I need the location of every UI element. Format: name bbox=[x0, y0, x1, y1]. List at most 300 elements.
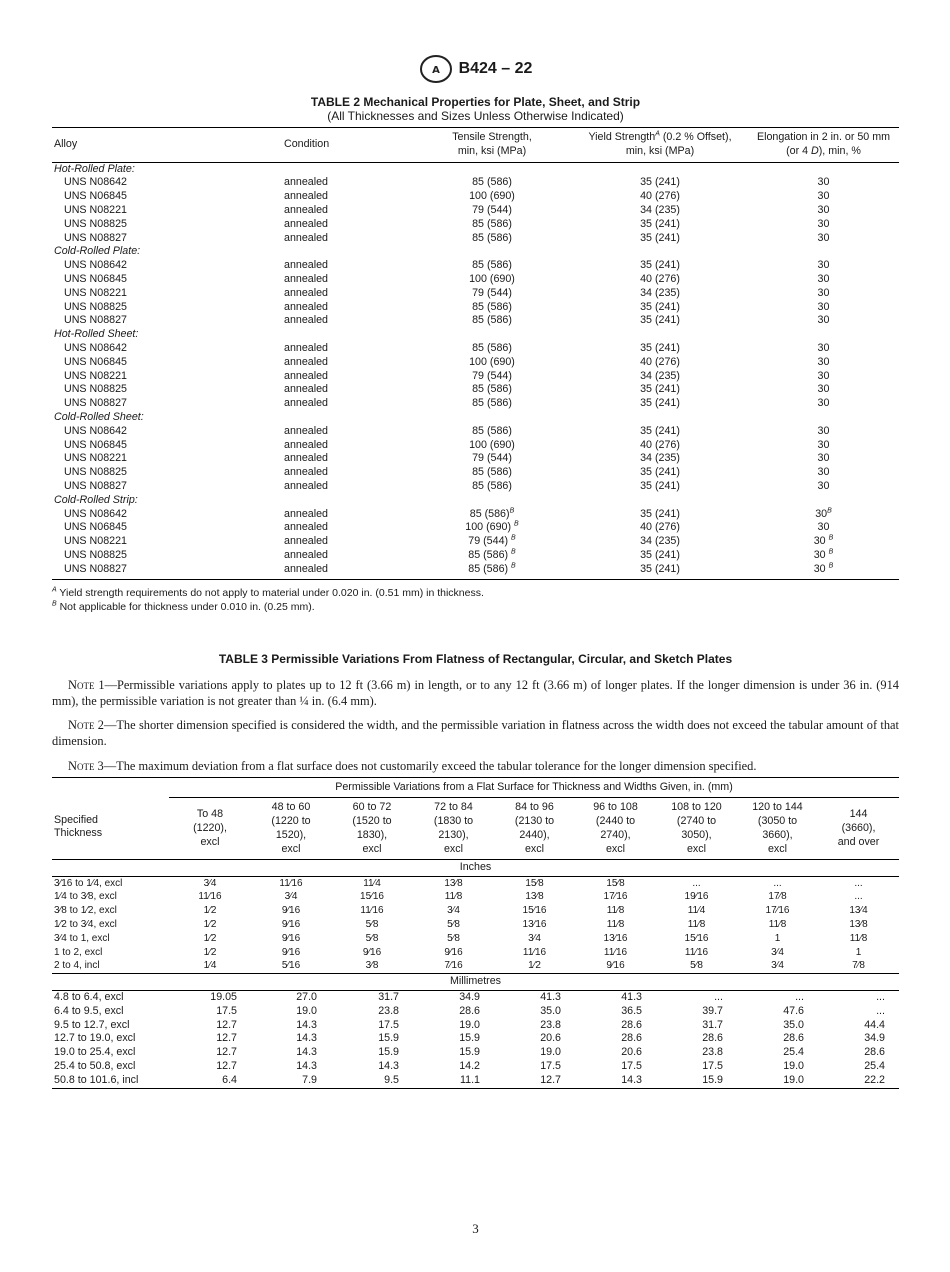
tensile-cell: 100 (690) bbox=[469, 272, 515, 285]
value-cell: ... bbox=[876, 1004, 885, 1017]
table-row bbox=[52, 314, 899, 328]
tensile-cell: 85 (586) bbox=[472, 479, 512, 492]
value-cell: 14.3 bbox=[378, 1059, 399, 1072]
alloy-cell: UNS N06845 bbox=[64, 521, 127, 534]
alloy-cell: UNS N06845 bbox=[64, 272, 127, 285]
value-cell: ... bbox=[795, 990, 804, 1003]
value-cell: 31.7 bbox=[378, 990, 399, 1003]
value-cell: 15.9 bbox=[378, 1046, 399, 1059]
alloy-cell: UNS N06845 bbox=[64, 438, 127, 451]
value-cell: 9⁄16 bbox=[606, 960, 625, 972]
alloy-cell: UNS N08827 bbox=[64, 231, 127, 244]
yield-cell: 35 (241) bbox=[640, 548, 680, 561]
condition-cell: annealed bbox=[284, 259, 328, 272]
alloy-cell: UNS N08827 bbox=[64, 314, 127, 327]
value-cell: 9⁄16 bbox=[362, 946, 382, 958]
tensile-cell: 79 (544) bbox=[472, 452, 512, 465]
yield-cell: 34 (235) bbox=[640, 535, 680, 548]
value-cell: 19.0 bbox=[783, 1059, 804, 1072]
value-cell: 19.0 bbox=[737, 1074, 818, 1088]
value-cell: 12.7 bbox=[216, 1032, 237, 1045]
elongation-cell: 30 bbox=[817, 203, 830, 216]
elongation-cell: 30 bbox=[817, 190, 830, 203]
col-header-yield: Yield Strength$^A$ (0.2 % Offset), min, ksi (MPa) bbox=[572, 128, 748, 163]
page-number: 3 bbox=[472, 1221, 479, 1236]
condition-cell: annealed bbox=[284, 452, 328, 465]
table-row bbox=[52, 301, 899, 315]
table-row bbox=[52, 204, 899, 218]
value-cell: 13⁄16 bbox=[522, 918, 547, 930]
value-cell: 20.6 bbox=[621, 1046, 642, 1059]
elongation-cell: 30 bbox=[817, 259, 830, 272]
value-cell: 13⁄8 bbox=[444, 877, 463, 889]
value-cell: 31.7 bbox=[702, 1018, 723, 1031]
yield-cell: 35 (241) bbox=[640, 231, 680, 244]
thickness-cell: 19.0 to 25.4, excl bbox=[54, 1046, 136, 1059]
value-cell: 19.05 bbox=[210, 990, 237, 1003]
value-cell: 11.1 bbox=[413, 1074, 494, 1088]
value-cell: 39.7 bbox=[702, 1004, 723, 1017]
value-cell: 5⁄8 bbox=[447, 932, 460, 944]
value-cell: 14.3 bbox=[296, 1046, 317, 1059]
table-row bbox=[52, 480, 899, 494]
yield-cell: 40 (276) bbox=[640, 438, 680, 451]
table-row bbox=[52, 452, 899, 466]
table-row bbox=[52, 218, 899, 232]
value-cell: 5⁄8 bbox=[690, 960, 703, 972]
value-cell: 23.8 bbox=[378, 1004, 399, 1017]
tensile-cell: 85 (586) bbox=[472, 424, 512, 437]
table-row bbox=[52, 232, 899, 246]
col-header: 96 to 108 (2440 to 2740), excl bbox=[575, 797, 656, 859]
tensile-cell: 100 (690) $^B$ bbox=[465, 520, 519, 534]
yield-cell: 35 (241) bbox=[640, 217, 680, 230]
elongation-cell: 30 bbox=[817, 521, 830, 534]
yield-cell: 35 (241) bbox=[640, 424, 680, 437]
elongation-cell: 30 bbox=[817, 369, 830, 382]
table2-title: TABLE 2 Mechanical Properties for Plate, Sheet, and Strip bbox=[310, 95, 641, 109]
yield-cell: 35 (241) bbox=[640, 397, 680, 410]
condition-cell: annealed bbox=[284, 479, 328, 492]
value-cell: 12.7 bbox=[216, 1046, 237, 1059]
note-3: Note 3—The maximum deviation from a flat surface does not customarily exceed the tabular tolerance for the longer dimension specified. bbox=[68, 759, 757, 773]
astm-logo-icon bbox=[419, 54, 453, 84]
alloy-cell: UNS N08825 bbox=[64, 300, 127, 313]
value-cell: 15⁄8 bbox=[606, 877, 625, 889]
yield-cell: 35 (241) bbox=[572, 563, 748, 579]
value-cell: 11⁄16 bbox=[522, 946, 547, 958]
table-row bbox=[52, 535, 899, 549]
yield-cell: 34 (235) bbox=[640, 452, 680, 465]
table-row bbox=[52, 549, 899, 563]
table-row bbox=[52, 176, 899, 190]
group-row bbox=[52, 411, 899, 425]
value-cell: 7.9 bbox=[251, 1074, 331, 1088]
thickness-cell: 3⁄8 to 1⁄2, excl bbox=[54, 905, 117, 917]
elongation-cell: 30 $^B$ bbox=[813, 548, 834, 561]
value-cell: 11⁄4 bbox=[687, 905, 706, 917]
col-header: 60 to 72 (1520 to 1830), excl bbox=[331, 797, 413, 859]
thickness-cell: 3⁄16 to 1⁄4, excl bbox=[54, 877, 123, 889]
table-row bbox=[52, 990, 899, 1004]
value-cell: 15⁄16 bbox=[684, 932, 709, 944]
value-cell: 15.9 bbox=[459, 1032, 480, 1045]
yield-cell: 40 (276) bbox=[640, 355, 680, 368]
value-cell: 1⁄2 bbox=[203, 932, 217, 944]
value-cell: 17⁄16 bbox=[765, 905, 790, 917]
value-cell: 1⁄4 bbox=[203, 960, 217, 972]
table-row bbox=[52, 959, 899, 973]
condition-cell: annealed bbox=[284, 217, 328, 230]
col-header-tensile: Tensile Strength, min, ksi (MPa) bbox=[412, 128, 572, 163]
value-cell: 34.9 bbox=[864, 1032, 885, 1045]
value-cell: 28.6 bbox=[864, 1046, 885, 1059]
value-cell: 15.9 bbox=[378, 1032, 399, 1045]
table-row bbox=[52, 1019, 899, 1033]
yield-cell: 35 (241) bbox=[640, 479, 680, 492]
alloy-cell: UNS N08221 bbox=[64, 369, 127, 382]
yield-cell: 35 (241) bbox=[640, 314, 680, 327]
table-row bbox=[52, 1005, 899, 1019]
span-header: Permissible Variations from a Flat Surface for Thickness and Widths Given, in. (mm) bbox=[169, 778, 899, 798]
value-cell: 13⁄4 bbox=[849, 905, 868, 917]
alloy-cell: UNS N08642 bbox=[64, 341, 127, 354]
value-cell: 11⁄8 bbox=[606, 918, 625, 930]
tensile-cell: 85 (586) bbox=[472, 231, 512, 244]
condition-cell: annealed bbox=[284, 383, 328, 396]
column-header-row bbox=[52, 797, 899, 859]
value-cell: 7⁄16 bbox=[444, 960, 463, 972]
elongation-cell: 30 bbox=[817, 231, 830, 244]
tensile-cell: 85 (586) $^B$ bbox=[412, 563, 572, 579]
value-cell: 17.5 bbox=[702, 1059, 723, 1072]
value-cell: 17.5 bbox=[378, 1018, 399, 1031]
value-cell: 1 bbox=[855, 946, 862, 958]
condition-cell: annealed bbox=[284, 397, 328, 410]
value-cell: 1⁄2 bbox=[203, 905, 217, 917]
value-cell: 5⁄8 bbox=[447, 918, 460, 930]
value-cell: 28.6 bbox=[702, 1032, 723, 1045]
tensile-cell: 85 (586) bbox=[472, 341, 512, 354]
tensile-cell: 79 (544) bbox=[472, 369, 512, 382]
note-2: Note 2—The shorter dimension specified is considered the width, and the permissible variation in flatness across the width does not exceed the tabular amount of that dimension. bbox=[52, 718, 899, 748]
note-1: Note 1—Permissible variations apply to plates up to 12 ft (3.66 m) in length, or to any 12 ft (3.66 m) of longer plates. If the longer dimension is under 36 in. (914 mm), the permissible variation is not greater than ¼ in. (6.4 mm). bbox=[52, 678, 899, 708]
col-header: 84 to 96 (2130 to 2440), excl bbox=[494, 797, 575, 859]
value-cell: 41.3 bbox=[621, 990, 642, 1003]
group-row bbox=[52, 494, 899, 508]
tensile-cell: 85 (586) bbox=[472, 314, 512, 327]
elongation-cell: 30 bbox=[817, 272, 830, 285]
alloy-cell: UNS N08827 bbox=[64, 397, 127, 410]
condition-cell: annealed bbox=[282, 563, 412, 579]
unit-row bbox=[52, 974, 899, 991]
thickness-cell: 6.4 to 9.5, excl bbox=[54, 1004, 124, 1017]
alloy-cell: UNS N08642 bbox=[64, 259, 127, 272]
value-cell: 19.0 bbox=[296, 1004, 317, 1017]
group-row bbox=[52, 328, 899, 342]
value-cell: 11⁄16 bbox=[360, 905, 384, 917]
value-cell: 7⁄8 bbox=[852, 960, 865, 972]
col-header-condition: Condition bbox=[282, 128, 412, 163]
elongation-cell: 30 bbox=[817, 397, 830, 410]
table-row bbox=[52, 425, 899, 439]
col-header-alloy: Alloy bbox=[52, 128, 282, 163]
table-row bbox=[52, 890, 899, 904]
tensile-cell: 85 (586) bbox=[472, 466, 512, 479]
unit-row bbox=[52, 859, 899, 876]
yield-cell: 40 (276) bbox=[640, 190, 680, 203]
alloy-cell: UNS N08825 bbox=[64, 217, 127, 230]
tensile-cell: 100 (690) bbox=[469, 438, 515, 451]
table-row bbox=[52, 1032, 899, 1046]
value-cell: 27.0 bbox=[296, 990, 317, 1003]
table-row bbox=[52, 521, 899, 535]
tensile-cell: 85 (586) bbox=[472, 259, 512, 272]
document-header bbox=[52, 54, 899, 84]
elongation-cell: 30 bbox=[817, 383, 830, 396]
value-cell: 11⁄16 bbox=[279, 877, 303, 889]
value-cell: 14.3 bbox=[296, 1059, 317, 1072]
elongation-cell: 30 bbox=[817, 355, 830, 368]
value-cell: 15.9 bbox=[459, 1046, 480, 1059]
elongation-cell: 30 bbox=[817, 424, 830, 437]
thickness-cell: 12.7 to 19.0, excl bbox=[54, 1032, 136, 1045]
value-cell: ... bbox=[854, 877, 863, 889]
table2-subtitle: (All Thicknesses and Sizes Unless Otherwise Indicated) bbox=[327, 109, 624, 123]
alloy-cell: UNS N06845 bbox=[64, 190, 127, 203]
value-cell: 3⁄4 bbox=[447, 905, 460, 917]
col-header: 120 to 144 (3050 to 3660), excl bbox=[737, 797, 818, 859]
thickness-cell: 3⁄4 to 1, excl bbox=[54, 932, 110, 944]
condition-cell: annealed bbox=[284, 369, 328, 382]
table-row bbox=[52, 259, 899, 273]
value-cell: 3⁄8 bbox=[365, 960, 379, 972]
table2-body bbox=[52, 162, 899, 579]
yield-cell: 34 (235) bbox=[640, 203, 680, 216]
tensile-cell: 85 $(586)^B$ bbox=[469, 506, 515, 520]
tensile-cell: 85 (586) bbox=[472, 217, 512, 230]
tensile-cell: 85 (586) bbox=[472, 176, 512, 189]
value-cell: 1⁄2 bbox=[528, 960, 541, 972]
value-cell: 13⁄8 bbox=[525, 891, 544, 903]
value-cell: 15⁄16 bbox=[522, 905, 547, 917]
table-row bbox=[52, 508, 899, 522]
condition-cell: annealed bbox=[284, 355, 328, 368]
value-cell: 1⁄2 bbox=[203, 946, 217, 958]
table-row bbox=[52, 918, 899, 932]
elongation-cell: $30^B$ bbox=[815, 506, 832, 520]
alloy-cell: UNS N08827 bbox=[52, 563, 282, 579]
stub-header: Specified Thickness bbox=[52, 778, 169, 860]
table-row bbox=[52, 190, 899, 204]
tensile-cell: 79 (544) $^B$ bbox=[468, 534, 516, 548]
col-header: To 48 (1220), excl bbox=[169, 797, 251, 859]
value-cell: 25.4 bbox=[783, 1046, 804, 1059]
condition-cell: annealed bbox=[284, 521, 328, 534]
table-row bbox=[52, 356, 899, 370]
designation: B424 – 22 bbox=[458, 60, 533, 78]
yield-cell: 35 (241) bbox=[640, 507, 680, 520]
elongation-cell: 30 bbox=[817, 300, 830, 313]
table-row bbox=[52, 876, 899, 890]
thickness-cell: 1⁄2 to 3⁄4, excl bbox=[54, 918, 117, 930]
yield-cell: 35 (241) bbox=[640, 176, 680, 189]
value-cell: 11⁄8 bbox=[687, 918, 706, 930]
condition-cell: annealed bbox=[284, 535, 328, 548]
value-cell: 1⁄2 bbox=[203, 918, 217, 930]
condition-cell: annealed bbox=[284, 466, 328, 479]
value-cell: 34.9 bbox=[459, 990, 480, 1003]
value-cell: ... bbox=[876, 990, 885, 1003]
value-cell: 5⁄8 bbox=[365, 918, 379, 930]
condition-cell: annealed bbox=[284, 548, 328, 561]
value-cell: 11⁄8 bbox=[768, 918, 787, 930]
value-cell: 5⁄8 bbox=[365, 932, 379, 944]
col-header-elongation: Elongation in 2 in. or 50 mm (or 4 D), min, % bbox=[748, 128, 899, 163]
value-cell: 28.6 bbox=[459, 1004, 480, 1017]
value-cell: 44.4 bbox=[864, 1018, 885, 1031]
table3-body bbox=[52, 778, 899, 1089]
elongation-cell: 30 bbox=[817, 438, 830, 451]
table-row bbox=[52, 370, 899, 384]
value-cell: 15.9 bbox=[656, 1074, 737, 1088]
value-cell: 9⁄16 bbox=[444, 946, 463, 958]
value-cell: 12.7 bbox=[494, 1074, 575, 1088]
table-row bbox=[52, 439, 899, 453]
table-row bbox=[52, 932, 899, 946]
value-cell: ... bbox=[854, 891, 863, 903]
value-cell: 14.3 bbox=[296, 1018, 317, 1031]
group-label: Cold-Rolled Plate: bbox=[54, 245, 141, 258]
value-cell: 17⁄16 bbox=[603, 891, 628, 903]
value-cell: 11⁄16 bbox=[603, 946, 628, 958]
alloy-cell: UNS N06845 bbox=[64, 355, 127, 368]
table-row bbox=[52, 342, 899, 356]
value-cell: 35.0 bbox=[783, 1018, 804, 1031]
elongation-cell: 30 bbox=[817, 452, 830, 465]
condition-cell: annealed bbox=[284, 286, 328, 299]
value-cell: 14.3 bbox=[296, 1032, 317, 1045]
value-cell: 9⁄16 bbox=[281, 905, 301, 917]
col-header: 48 to 60 (1220 to 1520), excl bbox=[251, 797, 331, 859]
value-cell: 17.5 bbox=[216, 1004, 237, 1017]
col-header: 144 (3660), and over bbox=[818, 797, 899, 859]
table-row bbox=[52, 273, 899, 287]
value-cell: 17⁄8 bbox=[768, 891, 787, 903]
value-cell: 11⁄4 bbox=[363, 877, 381, 889]
value-cell: 28.6 bbox=[783, 1032, 804, 1045]
value-cell: 14.3 bbox=[575, 1074, 656, 1088]
col-header: 108 to 120 (2740 to 3050), excl bbox=[656, 797, 737, 859]
condition-cell: annealed bbox=[284, 231, 328, 244]
alloy-cell: UNS N08827 bbox=[64, 479, 127, 492]
value-cell: 36.5 bbox=[621, 1004, 642, 1017]
value-cell: 11⁄16 bbox=[684, 946, 709, 958]
table3 bbox=[52, 777, 899, 1089]
condition-cell: annealed bbox=[284, 424, 328, 437]
value-cell: 3⁄4 bbox=[771, 960, 784, 972]
alloy-cell: UNS N08221 bbox=[64, 286, 127, 299]
value-cell: 13⁄16 bbox=[603, 932, 628, 944]
table-row bbox=[52, 563, 899, 579]
value-cell: 6.4 bbox=[169, 1074, 251, 1088]
condition-cell: annealed bbox=[284, 341, 328, 354]
table-row bbox=[52, 287, 899, 301]
alloy-cell: UNS N08825 bbox=[64, 466, 127, 479]
thickness-cell: 1 to 2, excl bbox=[54, 946, 103, 958]
tensile-cell: 100 (690) bbox=[469, 355, 515, 368]
condition-cell: annealed bbox=[284, 203, 328, 216]
yield-cell: 35 (241) bbox=[640, 300, 680, 313]
table-row bbox=[52, 1046, 899, 1060]
svg-text:A: A bbox=[431, 65, 440, 76]
group-label: Hot-Rolled Plate: bbox=[54, 162, 135, 175]
value-cell: 28.6 bbox=[621, 1032, 642, 1045]
elongation-cell: 30 bbox=[817, 466, 830, 479]
value-cell: ... bbox=[714, 990, 723, 1003]
yield-cell: 34 (235) bbox=[640, 369, 680, 382]
table-row bbox=[52, 383, 899, 397]
tensile-cell: 79 (544) bbox=[472, 203, 512, 216]
thickness-cell: 1⁄4 to 3⁄8, excl bbox=[54, 891, 117, 903]
alloy-cell: UNS N08642 bbox=[64, 176, 127, 189]
tensile-cell: 85 (586) bbox=[472, 397, 512, 410]
yield-cell: 35 (241) bbox=[640, 341, 680, 354]
value-cell: 47.6 bbox=[783, 1004, 804, 1017]
unit-label: Inches bbox=[52, 859, 899, 876]
span-header-row bbox=[52, 778, 899, 798]
condition-cell: annealed bbox=[284, 438, 328, 451]
col-header: 72 to 84 (1830 to 2130), excl bbox=[413, 797, 494, 859]
value-cell: 20.6 bbox=[540, 1032, 561, 1045]
tensile-cell: 85 (586) bbox=[472, 383, 512, 396]
alloy-cell: UNS N08825 bbox=[64, 383, 127, 396]
value-cell: 14.2 bbox=[459, 1059, 480, 1072]
value-cell: 11⁄8 bbox=[606, 905, 625, 917]
elongation-cell: 30 bbox=[817, 176, 830, 189]
thickness-cell: 2 to 4, incl bbox=[54, 960, 100, 972]
tensile-cell: 85 (586) bbox=[472, 300, 512, 313]
group-label: Hot-Rolled Sheet: bbox=[54, 328, 139, 341]
group-row bbox=[52, 162, 899, 176]
value-cell: 41.3 bbox=[540, 990, 561, 1003]
table-row bbox=[52, 1060, 899, 1074]
elongation-cell: 30 bbox=[817, 341, 830, 354]
elongation-cell: 30 bbox=[817, 314, 830, 327]
value-cell: 22.2 bbox=[818, 1074, 899, 1088]
alloy-cell: UNS N08825 bbox=[64, 548, 127, 561]
table-row bbox=[52, 397, 899, 411]
thickness-cell: 50.8 to 101.6, incl bbox=[52, 1074, 169, 1088]
footnote-a: $^A$ Yield strength requirements do not apply to material under 0.020 in. (0.51 mm) in thickness. bbox=[52, 586, 484, 599]
condition-cell: annealed bbox=[284, 300, 328, 313]
value-cell: 17.5 bbox=[540, 1059, 561, 1072]
value-cell: 15⁄8 bbox=[525, 877, 544, 889]
table2-caption bbox=[52, 95, 899, 123]
value-cell: 17.5 bbox=[621, 1059, 642, 1072]
value-cell: 9⁄16 bbox=[281, 918, 301, 930]
condition-cell: annealed bbox=[284, 507, 328, 520]
group-label: Cold-Rolled Strip: bbox=[54, 493, 138, 506]
yield-cell: 35 (241) bbox=[640, 383, 680, 396]
value-cell: 12.7 bbox=[216, 1059, 237, 1072]
value-cell: ... bbox=[773, 877, 782, 889]
elongation-cell: 30 $^B$ bbox=[748, 563, 899, 579]
value-cell: 3⁄4 bbox=[203, 877, 217, 889]
group-row bbox=[52, 245, 899, 259]
elongation-cell: 30 bbox=[817, 479, 830, 492]
elongation-cell: 30 bbox=[817, 217, 830, 230]
